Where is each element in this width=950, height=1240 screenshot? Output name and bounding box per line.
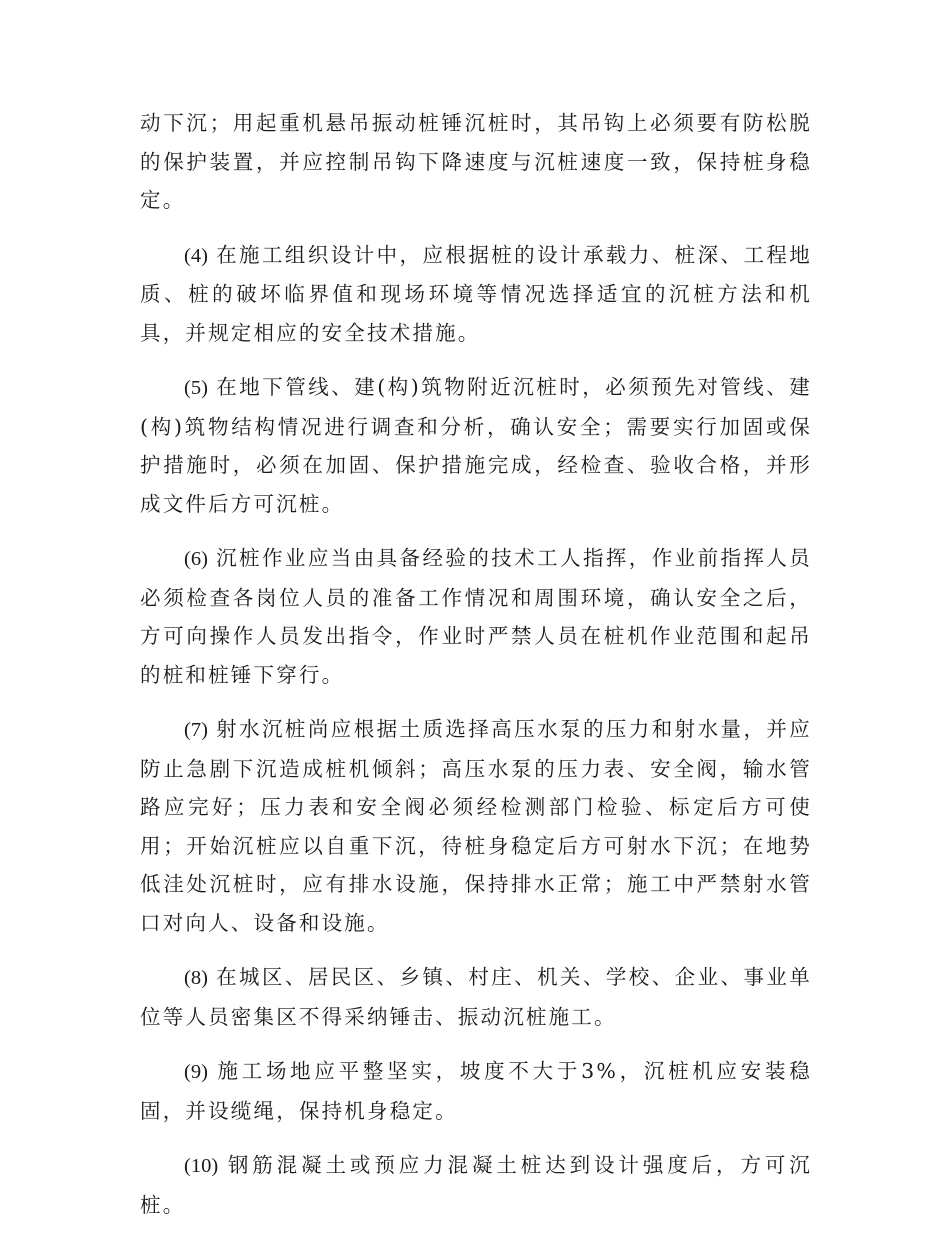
paragraph-number: (5) <box>184 377 208 399</box>
paragraph-text: 在施工组织设计中，应根据桩的设计承载力、桩深、工程地质、桩的破坏临界值和现场环境等情况选择适宜的沉桩方法和机具，并规定相应的安全技术措施。 <box>140 242 812 345</box>
paragraph-text: 在城区、居民区、乡镇、村庄、机关、学校、企业、事业单位等人员密集区不得采纳锤击、振动沉桩施工。 <box>140 965 812 1029</box>
paragraph-text: 施工场地应平整坚实，坡度不大于3%，沉桩机应安装稳固，并设缆绳，保持机身稳定。 <box>140 1059 812 1123</box>
paragraph-continuation <box>140 104 812 220</box>
paragraph-number: (7) <box>184 719 208 741</box>
paragraph-text: 沉桩作业应当由具备经验的技术工人指挥，作业前指挥人员必须检查各岗位人员的准备工作情况和周围环境，确认安全之后，方可向操作人员发出指令，作业时严禁人员在桩机作业范围和起吊的桩和桩锤下穿行。 <box>140 546 812 687</box>
paragraph-text: 射水沉桩尚应根据土质选择高压水泵的压力和射水量，并应防止急剧下沉造成桩机倾斜；高压水泵的压力表、安全阀，输水管路应完好；压力表和安全阀必须经检测部门检验、标定后方可使用；开始沉桩应以自重下沉，待桩身稳定后方可射水下沉；在地势低洼处沉桩时，应有排水设施，保持排水正常；施工中严禁射水管口对向人、设备和设施。 <box>140 717 812 935</box>
paragraph-item-6 <box>140 539 812 694</box>
paragraph-number: (9) <box>184 1061 208 1083</box>
paragraph-item-4 <box>140 236 812 353</box>
paragraph-item-5 <box>140 368 812 523</box>
paragraph-number: (4) <box>184 244 208 267</box>
paragraph-text: 动下沉；用起重机悬吊振动桩锤沉桩时，其吊钩上必须要有防松脱的保护装置，并应控制吊钩下降速度与沉桩速度一致，保持桩身稳定。 <box>140 111 812 212</box>
document-body <box>140 104 812 1240</box>
paragraph-item-8 <box>140 958 812 1036</box>
paragraph-text: 钢筋混凝土或预应力混凝土桩达到设计强度后，方可沉桩。 <box>140 1153 812 1217</box>
paragraph-item-7 <box>140 710 812 942</box>
paragraph-text: 在地下管线、建(构)筑物附近沉桩时，必须预先对管线、建(构)筑物结构情况进行调查和分析，确认安全；需要实行加固或保护措施时，必须在加固、保护措施完成，经检查、验收合格，并形成文件后方可沉桩。 <box>140 375 812 516</box>
paragraph-number: (8) <box>184 967 208 989</box>
paragraph-item-9 <box>140 1052 812 1130</box>
paragraph-number: (6) <box>184 548 208 570</box>
paragraph-item-10 <box>140 1146 812 1224</box>
paragraph-number: (10) <box>184 1155 219 1177</box>
